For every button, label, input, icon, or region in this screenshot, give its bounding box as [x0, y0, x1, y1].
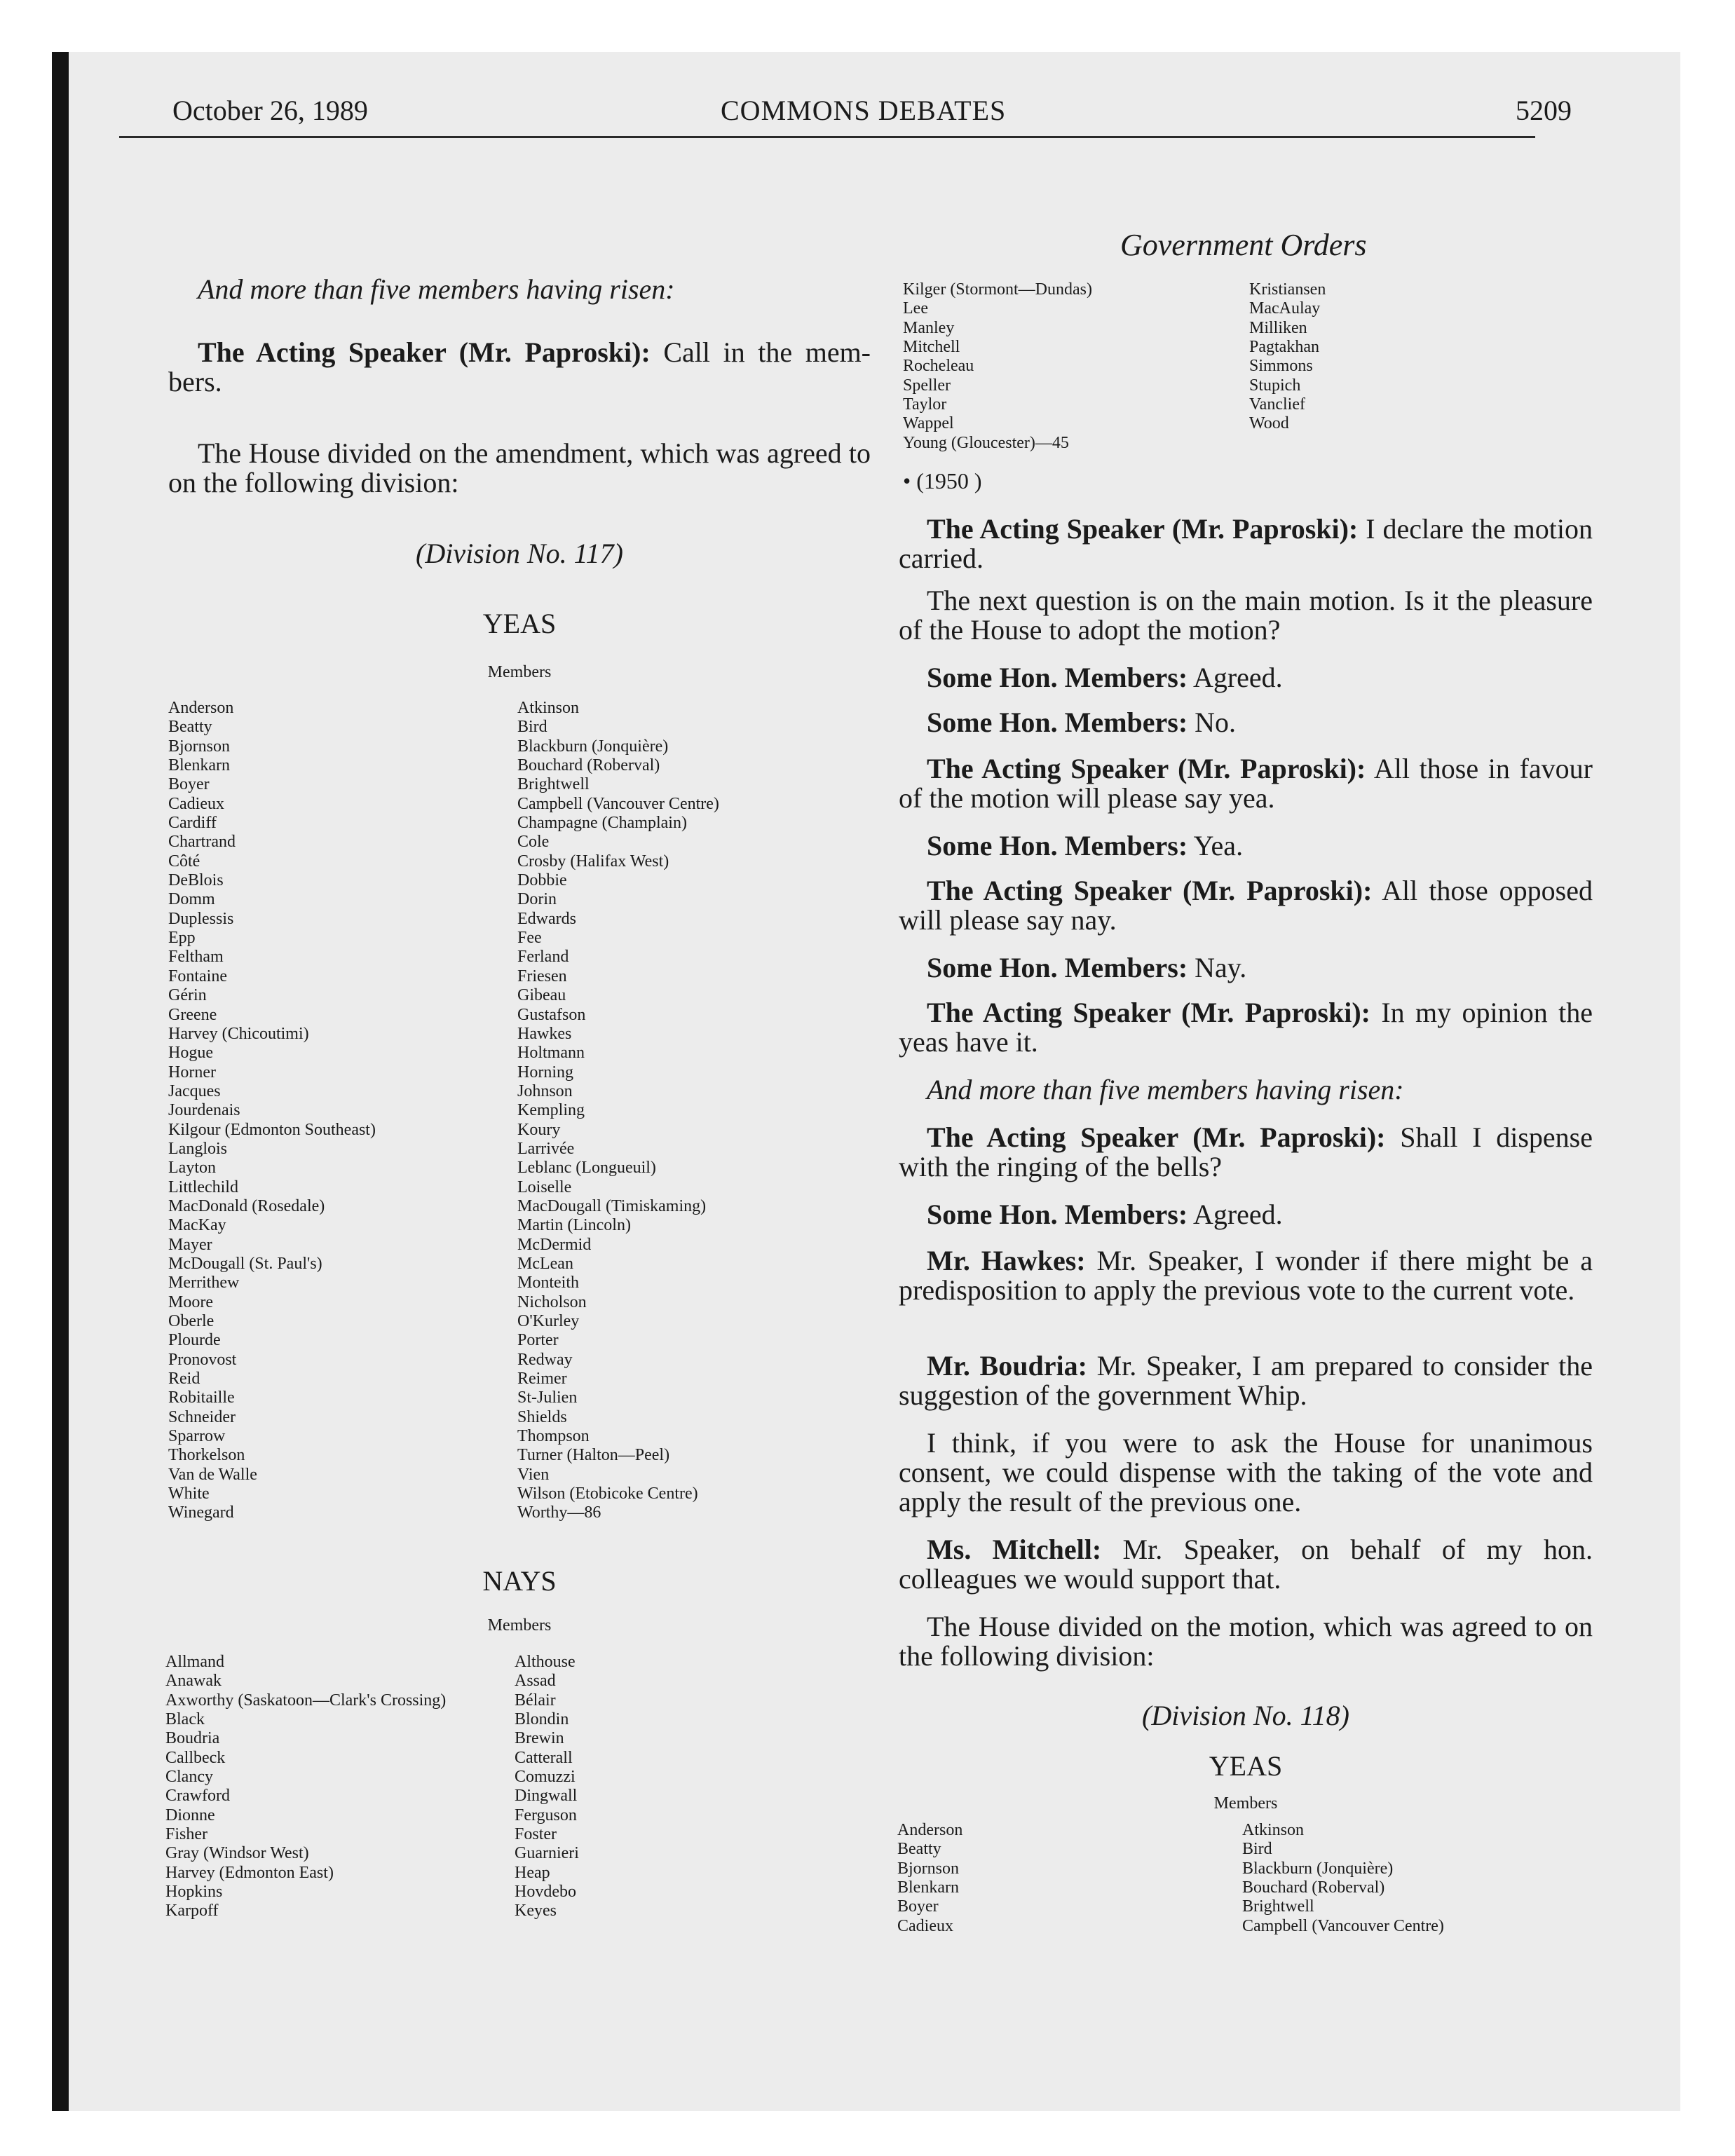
speech-text: Mr. Speaker, I wonder if there might be a predisposition to apply the previous vote to the current vote.	[899, 1245, 1593, 1306]
yeas-sub-118: Members	[1213, 1794, 1278, 1813]
section-title: Government Orders	[1120, 228, 1367, 262]
yeas-heading-117: YEAS	[482, 608, 557, 639]
speech-paragraph	[899, 514, 1593, 573]
member-name: Gray (Windsor West)	[165, 1844, 309, 1863]
member-name: Comuzzi	[515, 1768, 576, 1787]
left-paragraph-2	[168, 338, 871, 397]
member-name: Gérin	[168, 986, 207, 1005]
member-name: Wappel	[903, 414, 954, 433]
member-name: Fontaine	[168, 967, 227, 985]
member-name: Leblanc (Longueuil)	[517, 1159, 656, 1178]
yeas-heading-118: YEAS	[1209, 1750, 1283, 1782]
member-name: Côté	[168, 852, 200, 871]
member-name: Pagtakhan	[1249, 338, 1319, 357]
member-name: Foster	[515, 1825, 557, 1844]
speech-paragraph	[899, 663, 1593, 692]
member-name: Kilgour (Edmonton Southeast)	[168, 1120, 376, 1139]
member-name: Blackburn (Jonquière)	[1242, 1859, 1394, 1878]
member-name: Lee	[903, 299, 928, 318]
member-name: Nicholson	[517, 1292, 587, 1311]
member-name: McDermid	[517, 1235, 592, 1254]
member-name: Bouchard (Roberval)	[517, 756, 660, 775]
member-name: Mitchell	[903, 338, 960, 357]
member-name: White	[168, 1485, 210, 1503]
member-name: Hawkes	[517, 1024, 572, 1043]
member-name: MacDougall (Timiskaming)	[517, 1196, 707, 1215]
speaker-name: Ms. Mitchell:	[927, 1534, 1102, 1565]
member-name: Layton	[168, 1159, 216, 1178]
member-name: Brewin	[515, 1729, 564, 1748]
member-name: Hopkins	[165, 1883, 223, 1902]
member-name: Cadieux	[168, 794, 224, 813]
member-name: O'Kurley	[517, 1312, 580, 1330]
member-name: Johnson	[517, 1082, 573, 1100]
member-name: Althouse	[515, 1653, 576, 1671]
member-name: Redway	[517, 1350, 573, 1369]
member-name: Schneider	[168, 1407, 236, 1426]
speech-text: In my opinion the yeas have it.	[899, 997, 1593, 1058]
member-name: Atkinson	[1242, 1821, 1305, 1839]
member-name: Black	[165, 1710, 205, 1729]
speaker-name: Some Hon. Members:	[927, 662, 1188, 693]
member-name: McDougall (St. Paul's)	[168, 1254, 322, 1273]
member-name: Wood	[1249, 414, 1289, 433]
member-name: Oberle	[168, 1312, 215, 1330]
member-name: Greene	[168, 1005, 217, 1024]
member-name: Anderson	[168, 699, 234, 717]
member-name: Littlechild	[168, 1178, 238, 1196]
member-name: Robitaille	[168, 1389, 235, 1407]
member-name: Monteith	[517, 1274, 579, 1292]
speech-text: Nay.	[1188, 952, 1247, 983]
member-name: Winegard	[168, 1503, 234, 1522]
member-name: Boyer	[168, 775, 210, 794]
member-name: Plourde	[168, 1331, 221, 1350]
speech-text: The House divided on the motion, which was agreed to on the following division:	[899, 1611, 1593, 1672]
header-title: COMMONS DEBATES	[721, 95, 1007, 126]
member-name: St-Julien	[517, 1389, 578, 1407]
member-name: Thorkelson	[168, 1446, 245, 1465]
member-name: Friesen	[517, 967, 567, 985]
member-name: Kilger (Stormont—Dundas)	[903, 280, 1092, 299]
member-name: Milliken	[1249, 318, 1307, 337]
member-name: Jacques	[168, 1082, 221, 1100]
member-name: Dionne	[165, 1806, 215, 1824]
member-name: Jourdenais	[168, 1101, 240, 1120]
member-name: Crosby (Halifax West)	[517, 852, 669, 871]
member-name: Allmand	[165, 1653, 224, 1671]
speaker-name: The Acting Speaker (Mr. Paproski):	[927, 997, 1370, 1028]
speech-text: I think, if you were to ask the House for unanimous consent, we could dispense with the taking of the vote and apply the result of the previous one.	[899, 1427, 1593, 1517]
speech-text: The next question is on the main motion. Is it the pleasure of the House to adopt the motion?	[899, 585, 1593, 646]
member-name: Guarnieri	[515, 1844, 579, 1863]
speech-text: I declare the motion carried.	[899, 513, 1593, 574]
member-name: Speller	[903, 376, 951, 395]
member-name: Anderson	[897, 1821, 963, 1839]
member-name: Porter	[517, 1331, 559, 1350]
speech-text: Mr. Speaker, on behalf of my hon. colleagues we would support that.	[899, 1534, 1593, 1595]
speech-text: Call in the mem- bers.	[168, 336, 871, 397]
member-name: Bjornson	[897, 1859, 960, 1878]
member-name: Simmons	[1249, 357, 1313, 376]
member-name: Loiselle	[517, 1178, 572, 1196]
speech-paragraph	[899, 1351, 1593, 1410]
member-name: Hogue	[168, 1044, 213, 1063]
member-name: Clancy	[165, 1768, 213, 1787]
member-name: Boyer	[897, 1897, 939, 1916]
speaker-name: The Acting Speaker (Mr. Paproski):	[927, 1121, 1386, 1153]
speech-text: Agreed.	[1188, 662, 1283, 693]
member-name: Koury	[517, 1120, 561, 1139]
member-name: Ferland	[517, 948, 569, 967]
speech-text: All those opposed will please say nay.	[899, 875, 1593, 936]
member-name: Vanclief	[1249, 395, 1305, 414]
member-name: Gibeau	[517, 986, 566, 1005]
member-name: Wilson (Etobicoke Centre)	[517, 1485, 698, 1503]
member-name: Axworthy (Saskatoon—Clark's Crossing)	[165, 1691, 447, 1710]
member-name: Blondin	[515, 1710, 569, 1729]
member-name: Bird	[517, 718, 547, 737]
member-name: Merrithew	[168, 1274, 240, 1292]
member-name: Langlois	[168, 1139, 227, 1158]
member-name: Gustafson	[517, 1005, 586, 1024]
nays-sub: Members	[487, 1616, 552, 1635]
speaker-name: The Acting Speaker (Mr. Paproski):	[927, 753, 1366, 784]
member-name: Martin (Lincoln)	[517, 1216, 631, 1235]
member-name: Atkinson	[517, 699, 580, 717]
member-name: Edwards	[517, 909, 576, 928]
nays-continued-col1	[903, 280, 1092, 453]
speech-paragraph	[899, 754, 1593, 813]
speech-text: Mr. Speaker, I am prepared to consider the suggestion of the government Whip.	[899, 1350, 1593, 1411]
member-name: Dingwall	[515, 1787, 578, 1806]
member-name: Dobbie	[517, 871, 567, 890]
speech-paragraph	[899, 831, 1593, 861]
member-name: Reid	[168, 1370, 200, 1389]
member-name: Blenkarn	[168, 756, 230, 775]
speaker-name: Mr. Boudria:	[927, 1350, 1087, 1381]
nays-list-col2	[515, 1653, 579, 1921]
speech-paragraph	[899, 1075, 1593, 1105]
member-name: Young (Gloucester)—45	[903, 433, 1069, 452]
speech-paragraph	[899, 1200, 1593, 1229]
left-paragraph-3: The House divided on the amendment, which was agreed to on the following division:	[168, 437, 871, 498]
speech-text: Shall I dispense with the ringing of the bells?	[899, 1121, 1593, 1182]
yeas-list-col2	[517, 699, 719, 1523]
member-name: Beatty	[168, 718, 212, 737]
speech-paragraph	[899, 1612, 1593, 1671]
member-name: Fisher	[165, 1825, 207, 1844]
scan-edge	[52, 52, 69, 2111]
member-name: Campbell (Vancouver Centre)	[517, 794, 719, 813]
member-name: Duplessis	[168, 909, 234, 928]
member-name: Dorin	[517, 890, 557, 909]
member-name: Harvey (Chicoutimi)	[168, 1024, 309, 1043]
member-name: Holtmann	[517, 1044, 585, 1063]
member-name: Cardiff	[168, 814, 217, 833]
member-name: Heap	[515, 1863, 550, 1882]
header-rule	[119, 136, 1535, 138]
member-name: Van de Walle	[168, 1465, 257, 1484]
member-name: Kristiansen	[1249, 280, 1326, 299]
member-name: Keyes	[515, 1902, 557, 1920]
member-name: Beatty	[897, 1840, 941, 1859]
speech-paragraph	[899, 876, 1593, 935]
member-name: Kempling	[517, 1101, 585, 1120]
speech-paragraph	[899, 1123, 1593, 1182]
member-name: Shields	[517, 1407, 567, 1426]
member-name: Thompson	[517, 1427, 590, 1446]
member-name: Harvey (Edmonton East)	[165, 1863, 334, 1882]
member-name: Turner (Halton—Peel)	[517, 1446, 670, 1465]
member-name: Ferguson	[515, 1806, 577, 1824]
member-name: Sparrow	[168, 1427, 226, 1446]
member-name: Champagne (Champlain)	[517, 814, 687, 833]
member-name: Larrivée	[517, 1139, 575, 1158]
speech-paragraph	[899, 1535, 1593, 1594]
speech-text: Agreed.	[1188, 1199, 1283, 1230]
speech-paragraph	[899, 1428, 1593, 1517]
speaker-name: The Acting Speaker (Mr. Paproski):	[927, 513, 1359, 545]
member-name: Hovdebo	[515, 1883, 576, 1902]
speech-text: And more than five members having risen:	[927, 1074, 1404, 1105]
member-name: MacKay	[168, 1216, 226, 1235]
speaker-name: The Acting Speaker (Mr. Paproski):	[198, 336, 651, 368]
yeas-list-col1	[168, 699, 376, 1523]
speaker-name: Mr. Hawkes:	[927, 1245, 1086, 1276]
yeas-sub-117: Members	[487, 663, 552, 681]
member-name: Brightwell	[1242, 1897, 1314, 1916]
member-name: Stupich	[1249, 376, 1301, 395]
member-name: Assad	[515, 1672, 556, 1691]
member-name: Bird	[1242, 1840, 1272, 1859]
nays-list-col1	[165, 1653, 446, 1921]
speech-paragraph	[899, 998, 1593, 1057]
member-name: McLean	[517, 1254, 573, 1273]
member-name: Blenkarn	[897, 1878, 959, 1897]
member-name: Worthy—86	[517, 1503, 601, 1522]
member-name: Rocheleau	[903, 357, 974, 376]
member-name: Cadieux	[897, 1916, 953, 1935]
speech-text: All those in favour of the motion will please say yea.	[899, 753, 1593, 814]
member-name: Horning	[517, 1063, 573, 1082]
speaker-name: The Acting Speaker (Mr. Paproski):	[927, 875, 1373, 906]
member-name: Catterall	[515, 1748, 573, 1767]
yeas-118-col2	[1242, 1821, 1444, 1936]
member-name: Bjornson	[168, 737, 231, 756]
speech-text: No.	[1188, 707, 1237, 738]
member-name: Callbeck	[165, 1748, 226, 1767]
member-name: Crawford	[165, 1787, 230, 1806]
member-name: Chartrand	[168, 833, 236, 852]
nays-heading: NAYS	[482, 1565, 557, 1597]
member-name: Domm	[168, 890, 215, 909]
member-name: Karpoff	[165, 1902, 219, 1920]
member-name: Taylor	[903, 395, 947, 414]
member-name: Horner	[168, 1063, 216, 1082]
nays-continued-col2	[1249, 280, 1326, 434]
member-name: MacDonald (Rosedale)	[168, 1196, 325, 1215]
member-name: Bouchard (Roberval)	[1242, 1878, 1385, 1897]
timestamp: • (1950 )	[903, 468, 982, 493]
member-name: Epp	[168, 929, 196, 948]
member-name: Manley	[903, 318, 955, 337]
left-paragraph-1: And more than five members having risen:	[198, 273, 675, 305]
member-name: Blackburn (Jonquière)	[517, 737, 669, 756]
member-name: Fee	[517, 929, 542, 948]
member-name: Brightwell	[517, 775, 590, 794]
member-name: Campbell (Vancouver Centre)	[1242, 1916, 1444, 1935]
speech-paragraph	[899, 708, 1593, 737]
member-name: Vien	[517, 1465, 550, 1484]
member-name: Pronovost	[168, 1350, 237, 1369]
speech-paragraph	[899, 1246, 1593, 1305]
header-date: October 26, 1989	[172, 95, 368, 126]
member-name: Reimer	[517, 1370, 567, 1389]
member-name: Boudria	[165, 1729, 220, 1748]
member-name: Moore	[168, 1292, 213, 1311]
speech-text: Yea.	[1188, 830, 1244, 861]
member-name: Bélair	[515, 1691, 556, 1710]
division-117: (Division No. 117)	[416, 538, 623, 569]
speaker-name: Some Hon. Members:	[927, 1199, 1188, 1230]
yeas-118-col1	[897, 1821, 962, 1936]
speech-paragraph	[899, 953, 1593, 983]
speaker-name: Some Hon. Members:	[927, 952, 1188, 983]
member-name: Cole	[517, 833, 550, 852]
speaker-name: Some Hon. Members:	[927, 830, 1188, 861]
member-name: Mayer	[168, 1235, 212, 1254]
speech-paragraph	[899, 586, 1593, 645]
speaker-name: Some Hon. Members:	[927, 707, 1188, 738]
member-name: Anawak	[165, 1672, 222, 1691]
member-name: MacAulay	[1249, 299, 1321, 318]
member-name: DeBlois	[168, 871, 224, 890]
division-118: (Division No. 118)	[1142, 1700, 1349, 1731]
member-name: Feltham	[168, 948, 224, 967]
header-page-number: 5209	[1516, 95, 1572, 126]
